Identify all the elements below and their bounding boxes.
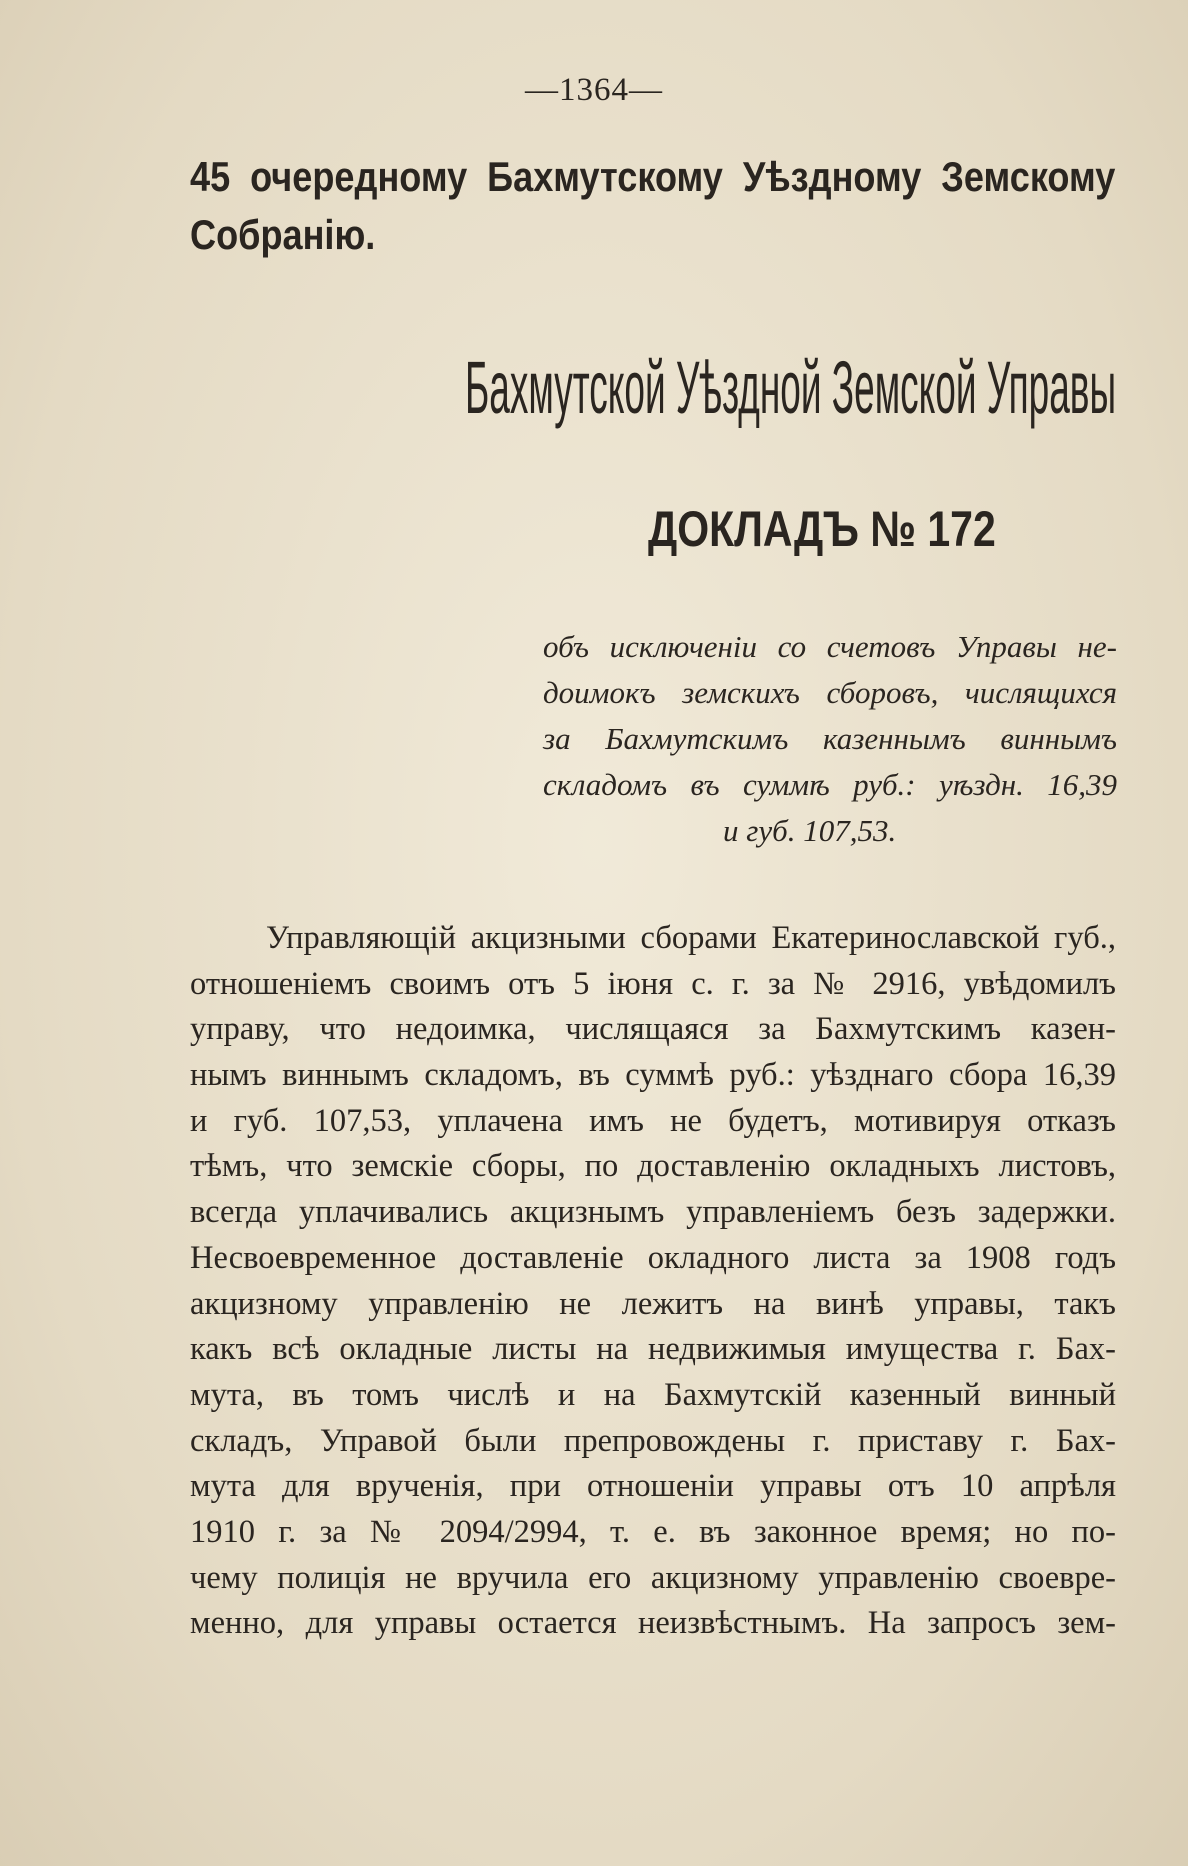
report-subject (543, 624, 1117, 854)
subject-line: объ исключеніи со счетовъ Управы не- (543, 629, 1117, 664)
body-line: менно, для управы остается неизвѣстнымъ. На запросъ зем- (190, 1605, 1116, 1642)
body-line: всегда уплачивались акцизнымъ управленіемъ безъ задержки. (190, 1194, 1116, 1231)
body-line: отношеніемъ своимъ отъ 5 іюня с. г. за № 2916, увѣдомилъ (190, 965, 1116, 1002)
subject-line: и губ. 107,53. (723, 813, 897, 848)
addressee-heading: 45 очередному Бахмутскому Уѣздному Земскому Собранію. (190, 153, 1116, 258)
body-line: управу, что недоимка, числящаяся за Бахмутскимъ казен- (190, 1011, 1116, 1048)
page-number: —1364— (525, 72, 663, 108)
body-line: и губ. 107,53, уплачена имъ не будетъ, мотивируя отказъ (190, 1102, 1116, 1139)
body-paragraph (190, 916, 1116, 1647)
body-line: какъ всѣ окладные листы на недвижимыя имущества г. Бах- (190, 1331, 1116, 1368)
subject-line: доимокъ земскихъ сборовъ, числящихся (543, 675, 1117, 710)
subject-line: за Бахмутскимъ казеннымъ виннымъ (543, 721, 1117, 756)
body-line: мута для врученія, при отношеніи управы отъ 10 апрѣля (190, 1468, 1116, 1505)
subject-line: складомъ въ суммѣ руб.: уѣздн. 16,39 (543, 767, 1117, 802)
body-line: акцизному управленію не лежитъ на винѣ управы, такъ (190, 1285, 1116, 1322)
body-line: мута, въ томъ числѣ и на Бахмутскій казенный винный (190, 1376, 1116, 1413)
body-line: 1910 г. за № 2094/2994, т. е. въ законное время; но по- (190, 1513, 1116, 1550)
body-line: Несвоевременное доставленіе окладного листа за 1908 годъ (190, 1239, 1116, 1276)
body-line: тѣмъ, что земскіе сборы, по доставленію окладныхъ листовъ, (190, 1148, 1116, 1185)
body-line: Управляющій акцизными сборами Екатеринославской губ., (266, 920, 1116, 956)
report-title: ДОКЛАДЪ № 172 (648, 501, 996, 557)
body-line: нымъ виннымъ складомъ, въ суммѣ руб.: уѣзднаго сбора 16,39 (190, 1057, 1116, 1094)
body-line: складъ, Управой были препровождены г. приставу г. Бах- (190, 1422, 1116, 1459)
issuer-heading: Бахмутской Уѣздной Земской Управы (464, 346, 1116, 429)
body-line: чему полиція не вручила его акцизному управленію своевре- (190, 1559, 1116, 1596)
